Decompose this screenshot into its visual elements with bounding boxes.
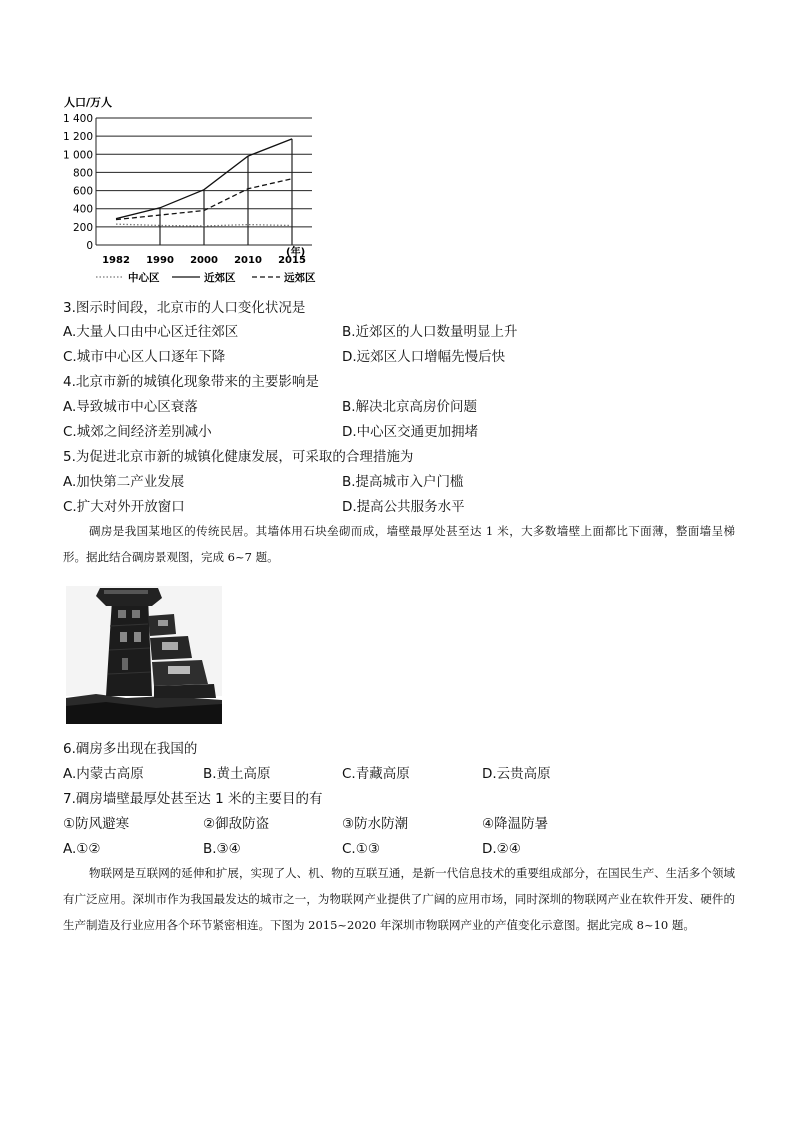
- x-tick-label: 2010: [234, 255, 262, 266]
- legend-label: 远郊区: [284, 272, 316, 284]
- q4-stem: 4.北京市新的城镇化现象带来的主要影响是: [63, 374, 319, 390]
- y-tick-label: 200: [72, 221, 93, 234]
- y-tick-label: 800: [72, 167, 93, 180]
- x-tick-label: 1982: [102, 255, 130, 266]
- q6-stem: 6.碉房多出现在我国的: [63, 741, 198, 757]
- q6-option-d: D.云贵高原: [482, 766, 551, 782]
- intro-8-10: 物联网是互联网的延伸和扩展，实现了人、机、物的互联互通，是新一代信息技术的重要组成部分，在国民生产、生活多个领域有广泛应用。深圳市作为我国最发达的城市之一，为物联网产业提供了广阔的应用市场，同时深圳的物联网产业在软件开发、硬件的生产制造及行业应用各个环节紧密相连。下图为 2015~2020 年深圳市物联网产业的产值变化示意图。据此完成 8~10 题。: [63, 866, 735, 932]
- chart-ylabel: 人口/万人: [64, 96, 113, 109]
- chart-xlabel: (年): [286, 247, 306, 258]
- q7-option-d: D.②④: [482, 841, 521, 857]
- q5-option-c: C.扩大对外开放窗口: [63, 499, 185, 515]
- x-tick-label: 1990: [146, 255, 174, 266]
- q5-stem: 5.为促进北京市新的城镇化健康发展，可采取的合理措施为: [63, 449, 414, 465]
- q7-option-b: B.③④: [203, 841, 241, 857]
- q7-statement-1: ①防风避寒: [63, 816, 130, 832]
- q5-option-d: D.提高公共服务水平: [342, 499, 465, 515]
- y-tick-label: 400: [72, 203, 93, 216]
- q7-statement-4: ④降温防暑: [482, 816, 549, 832]
- x-tick-label: 2000: [190, 255, 218, 266]
- legend-label: 中心区: [128, 272, 160, 284]
- q4-option-b: B.解决北京高房价问题: [342, 399, 478, 415]
- q5-option-b: B.提高城市入户门槛: [342, 474, 464, 490]
- q6-option-c: C.青藏高原: [342, 766, 410, 782]
- q7-stem: 7.碉房墙壁最厚处甚至达 1 米的主要目的有: [63, 791, 323, 807]
- chart-legend: [96, 271, 316, 284]
- y-tick-label: 1 200: [62, 131, 93, 144]
- legend-label: 近郊区: [204, 272, 236, 284]
- q7-option-c: C.①③: [342, 841, 380, 857]
- x-tick-label: 2015: [278, 255, 306, 266]
- q4-option-a: A.导致城市中心区衰落: [63, 399, 198, 415]
- population-chart: [60, 92, 330, 287]
- q7-option-a: A.①②: [63, 841, 101, 857]
- y-tick-label: 1 400: [62, 113, 93, 125]
- diaofang-photo: [66, 586, 222, 724]
- y-tick-label: 600: [72, 185, 93, 198]
- q4-option-c: C.城郊之间经济差别减小: [63, 424, 212, 440]
- q3-option-b: B.近郊区的人口数量明显上升: [342, 324, 518, 340]
- q3-option-d: D.远郊区人口增幅先慢后快: [342, 349, 506, 365]
- q5-option-a: A.加快第二产业发展: [63, 474, 185, 490]
- q3-option-c: C.城市中心区人口逐年下降: [63, 349, 226, 365]
- intro-6-7: 碉房是我国某地区的传统民居。其墙体用石块垒砌而成，墙壁最厚处甚至达 1 米，大多数墙壁上面都比下面薄，整面墙呈梯形。据此结合碉房景观图，完成 6~7 题。: [63, 524, 735, 564]
- q4-option-d: D.中心区交通更加拥堵: [342, 424, 479, 440]
- q3-stem: 3.图示时间段，北京市的人口变化状况是: [63, 300, 306, 316]
- q6-option-b: B.黄土高原: [203, 766, 271, 782]
- q7-statement-2: ②御敌防盗: [203, 816, 270, 832]
- q6-option-a: A.内蒙古高原: [63, 766, 144, 782]
- y-tick-label: 0: [86, 240, 93, 252]
- q7-statement-3: ③防水防潮: [342, 816, 409, 832]
- q3-option-a: A.大量人口由中心区迁往郊区: [63, 324, 239, 340]
- y-tick-label: 1 000: [62, 149, 93, 162]
